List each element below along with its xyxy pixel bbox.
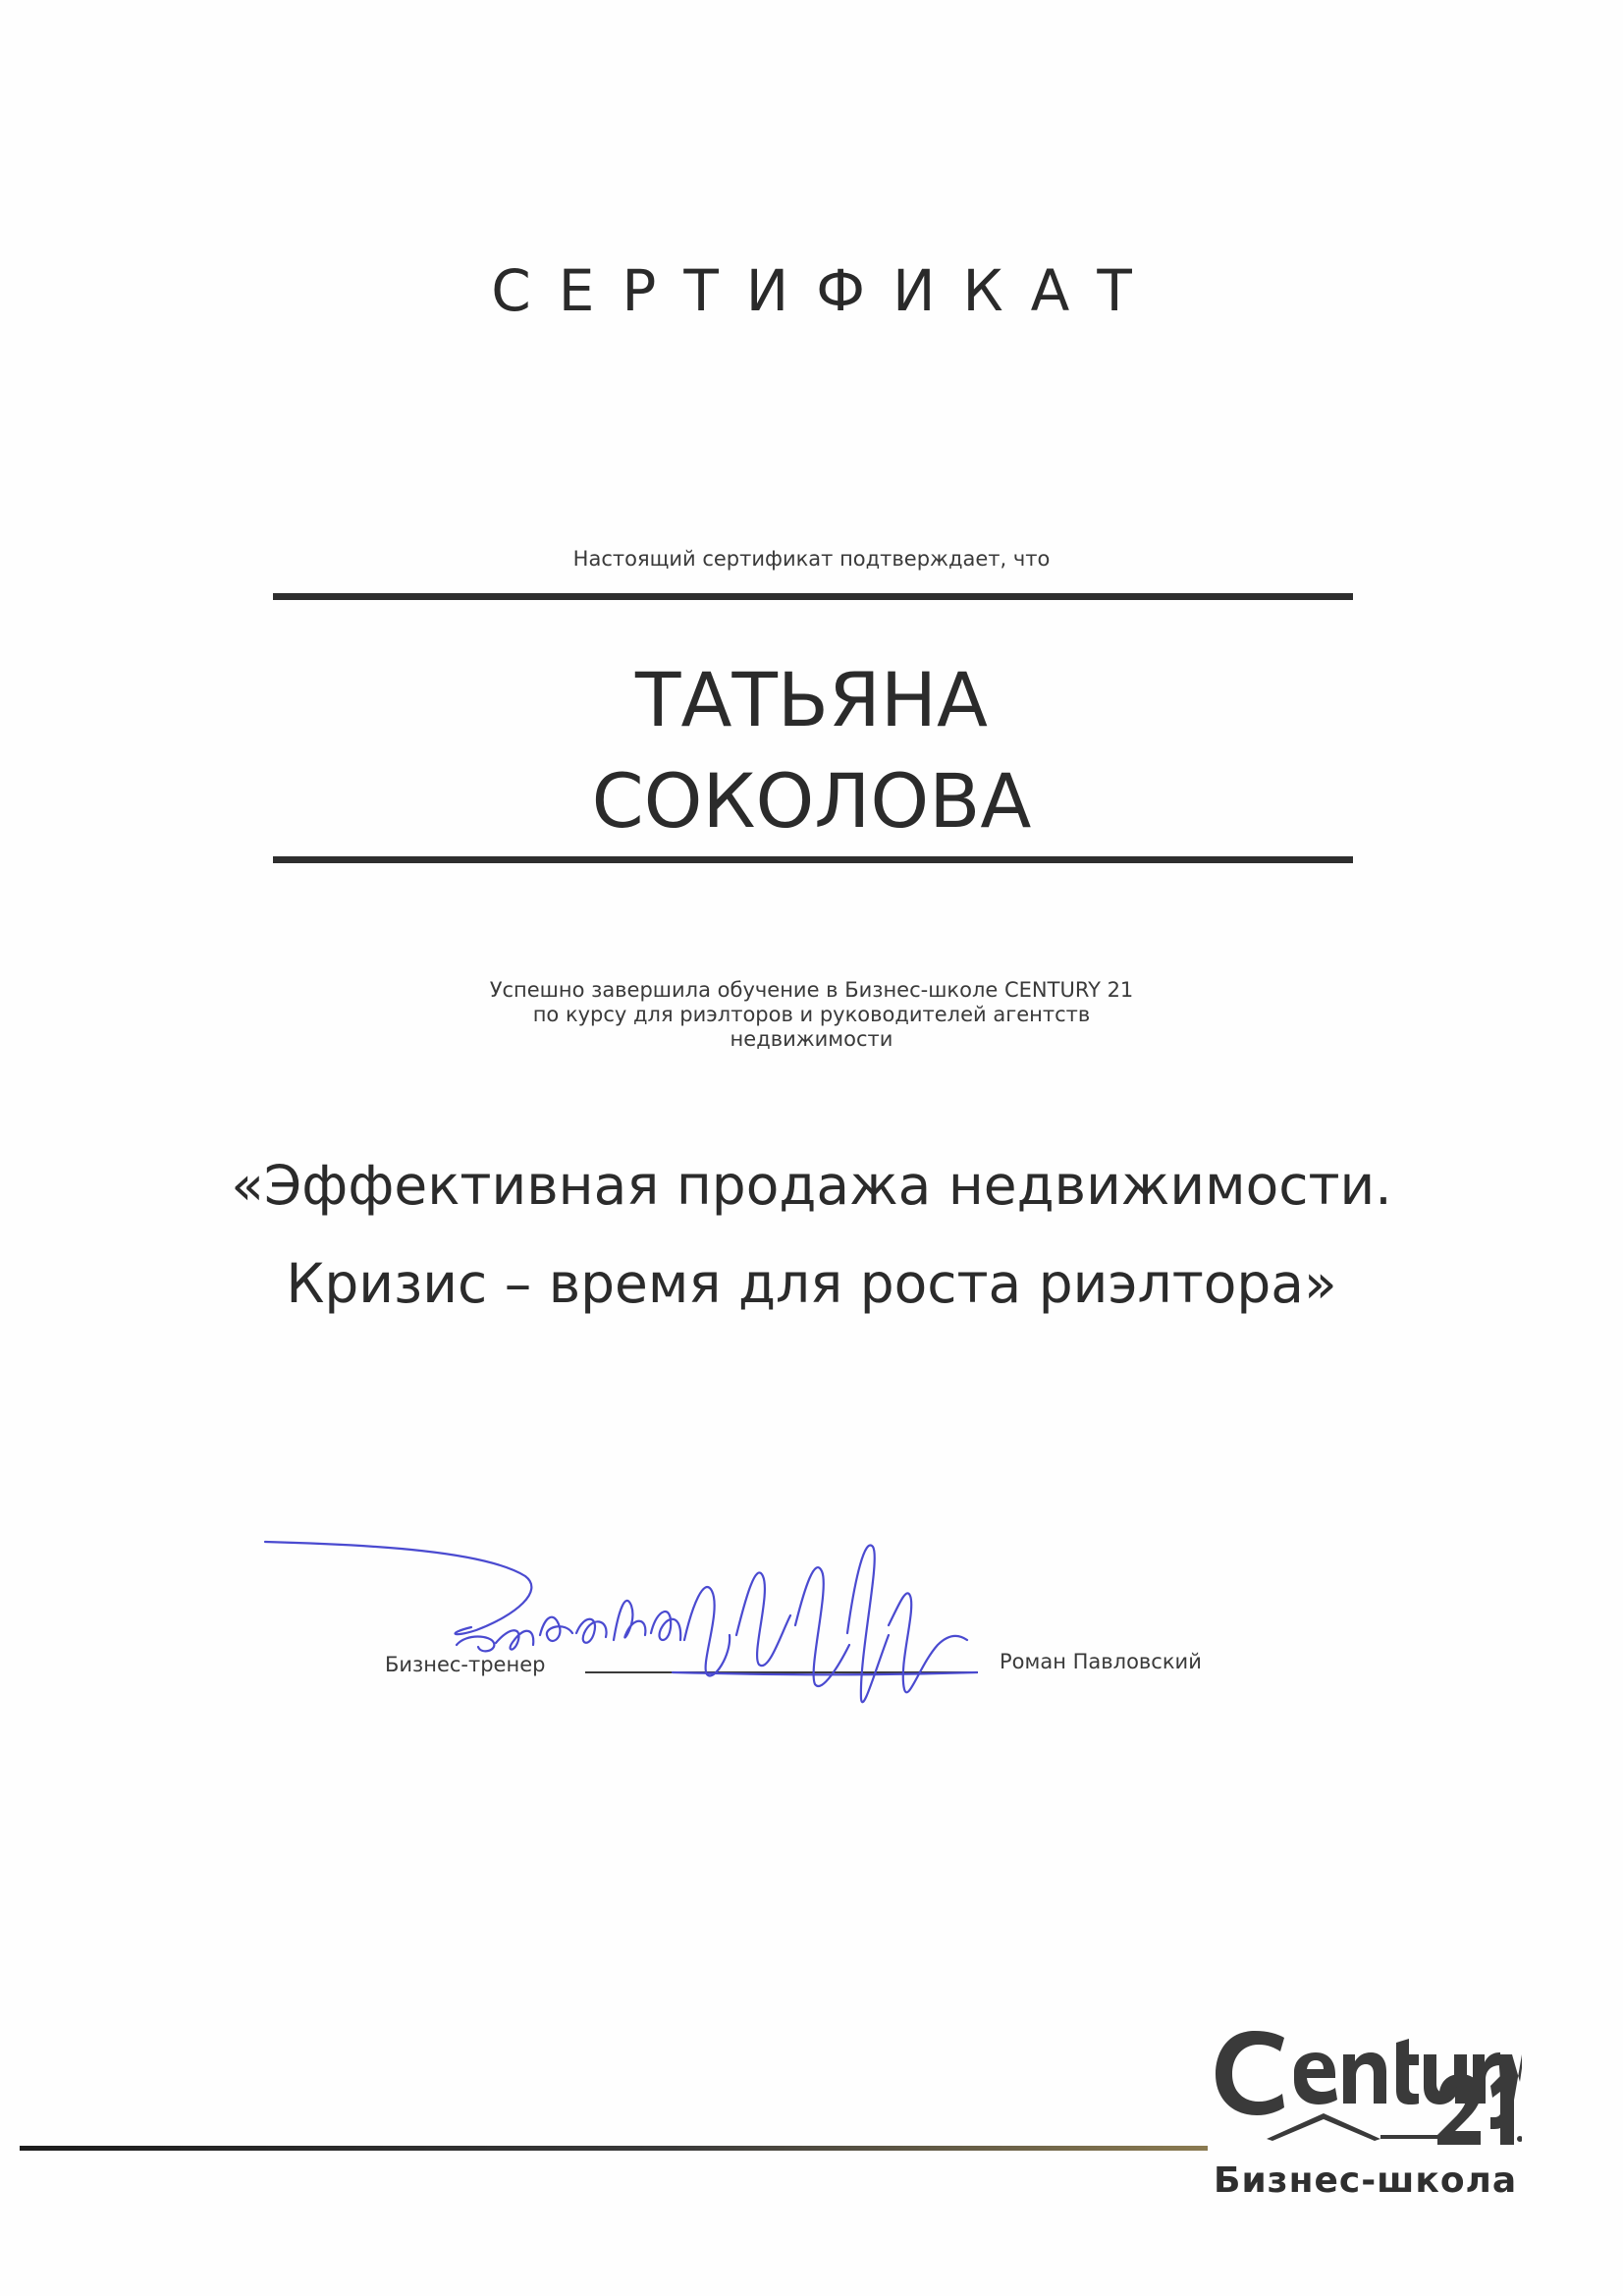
description-line: недвижимости: [730, 1027, 893, 1051]
recipient-last-name: СОКОЛОВА: [591, 757, 1032, 845]
signatory-name: Роман Павловский: [1000, 1650, 1202, 1673]
recipient-first-name: ТАТЬЯНА: [635, 656, 988, 743]
name-bottom-rule: [273, 856, 1353, 863]
description: [0, 978, 1623, 1052]
signature-line: [585, 1671, 978, 1673]
logo-subtitle: Бизнес-школа: [1214, 2160, 1518, 2201]
certificate-title: СЕРТИФИКАТ: [491, 257, 1160, 324]
footer-rule: [20, 2146, 1208, 2151]
course-title-line: «Эффективная продажа недвижимости.: [231, 1154, 1392, 1217]
handwritten-signature: [260, 1517, 1006, 1723]
intro-text: Настоящий сертификат подтверждает, что: [572, 547, 1051, 571]
description-line: по курсу для риэлторов и руководителей агентств: [532, 1003, 1091, 1026]
course-title-line: Кризис – время для роста риэлтора»: [286, 1252, 1337, 1315]
description-line: Успешно завершила обучение в Бизнес-школе CENTURY 21: [489, 978, 1134, 1002]
name-top-rule: [273, 593, 1353, 600]
century21-logo: [1208, 2013, 1522, 2160]
signatory-role: Бизнес-тренер: [385, 1653, 546, 1676]
